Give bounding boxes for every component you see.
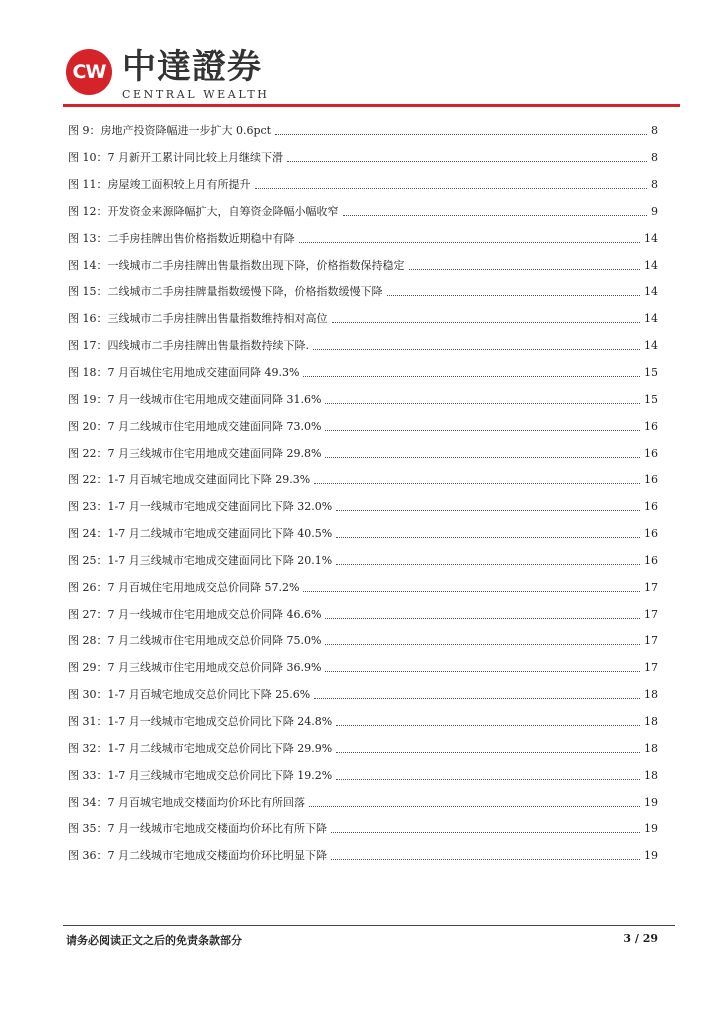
toc-leader-dots [325,643,640,645]
toc-entry-label: 图 25：1-7 月三线城市宅地成交建面同比下降 20.1% [68,553,333,567]
toc-entry-page: 14 [644,285,658,299]
brand-name-cn: 中達證券 [122,47,262,87]
toc-entry-page: 18 [644,768,658,782]
toc-leader-dots [325,429,640,431]
central-wealth-logo-icon [66,49,112,95]
toc-entry-label: 图 28：7 月二线城市住宅用地成交总价同降 75.0% [68,634,322,648]
toc-entry[interactable] [68,252,658,279]
toc-leader-dots [331,858,640,860]
toc-entry-label: 图 32：1-7 月二线城市宅地成交总价同比下降 29.9% [68,741,333,755]
toc-entry[interactable] [68,735,658,762]
toc-entry[interactable] [68,145,658,172]
toc-entry[interactable] [68,413,658,440]
toc-entry[interactable] [68,682,658,709]
toc-entry-label: 图 29：7 月三线城市住宅用地成交总价同降 36.9% [68,661,322,675]
toc-entry-page: 16 [644,446,658,460]
figure-list [68,118,658,870]
toc-entry-page: 17 [644,634,658,648]
toc-leader-dots [325,670,640,672]
disclaimer-note: 请务必阅读正文之后的免责条款部分 [66,934,242,947]
toc-leader-dots [336,536,640,538]
toc-entry-page: 17 [644,607,658,621]
toc-entry-label: 图 23：1-7 月一线城市宅地成交建面同比下降 32.0% [68,500,333,514]
toc-leader-dots [343,214,648,216]
toc-entry[interactable] [68,386,658,413]
toc-leader-dots [255,187,648,189]
toc-entry-page: 15 [644,392,658,406]
toc-entry-label: 图 22：7 月三线城市住宅用地成交建面同降 29.8% [68,446,322,460]
toc-entry-page: 16 [644,419,658,433]
toc-entry[interactable] [68,548,658,575]
toc-entry-page: 16 [644,500,658,514]
footer-divider [63,925,675,926]
toc-entry[interactable] [68,762,658,789]
toc-entry-label: 图 26：7 月百城住宅用地成交总价同降 57.2% [68,580,300,594]
toc-entry-label: 图 31：1-7 月一线城市宅地成交总价同比下降 24.8% [68,714,333,728]
toc-leader-dots [309,805,640,807]
logo-mark: CW [72,61,106,83]
toc-entry[interactable] [68,172,658,199]
toc-entry-label: 图 14：一线城市二手房挂牌出售量指数出现下降，价格指数保持稳定 [68,258,405,272]
toc-entry-label: 图 18：7 月百城住宅用地成交建面同降 49.3% [68,366,300,380]
toc-leader-dots [287,160,647,162]
toc-leader-dots [314,697,640,699]
toc-leader-dots [303,375,640,377]
toc-entry-label: 图 30：1-7 月百城宅地成交总价同比下降 25.6% [68,688,311,702]
toc-entry-label: 图 22：1-7 月百城宅地成交建面同比下降 29.3% [68,473,311,487]
toc-entry-page: 17 [644,661,658,675]
toc-entry[interactable] [68,118,658,145]
toc-entry-label: 图 19：7 月一线城市住宅用地成交建面同降 31.6% [68,392,322,406]
toc-leader-dots [336,509,640,511]
toc-entry-page: 16 [644,473,658,487]
toc-entry[interactable] [68,709,658,736]
toc-entry-page: 19 [644,795,658,809]
toc-leader-dots [325,456,640,458]
toc-entry-label: 图 10：7 月新开工累计同比较上月继续下滑 [68,151,283,165]
toc-entry-page: 16 [644,527,658,541]
toc-leader-dots [409,268,641,270]
toc-entry[interactable] [68,789,658,816]
toc-entry[interactable] [68,440,658,467]
toc-entry[interactable] [68,306,658,333]
toc-entry-page: 14 [644,231,658,245]
toc-entry[interactable] [68,601,658,628]
toc-leader-dots [313,348,640,350]
toc-entry[interactable] [68,199,658,226]
toc-entry-label: 图 11：房屋竣工面积较上月有所提升 [68,178,251,192]
toc-entry[interactable] [68,333,658,360]
toc-entry-label: 图 33：1-7 月三线城市宅地成交总价同比下降 19.2% [68,768,333,782]
toc-entry-label: 图 9：房地产投资降幅进一步扩大 0.6pct [68,124,272,138]
toc-entry[interactable] [68,467,658,494]
toc-entry-page: 18 [644,741,658,755]
toc-entry[interactable] [68,225,658,252]
toc-entry-page: 19 [644,822,658,836]
toc-entry-page: 19 [644,849,658,863]
toc-entry-label: 图 20：7 月二线城市住宅用地成交建面同降 73.0% [68,419,322,433]
toc-leader-dots [303,590,640,592]
toc-entry[interactable] [68,816,658,843]
toc-entry[interactable] [68,521,658,548]
toc-entry-page: 17 [644,580,658,594]
toc-leader-dots [299,241,641,243]
toc-entry-label: 图 17：四线城市二手房挂牌出售量指数持续下降. [68,339,309,353]
page-number: 3 / 29 [623,932,658,945]
toc-leader-dots [336,563,640,565]
toc-leader-dots [275,133,647,135]
toc-leader-dots [325,617,640,619]
toc-entry[interactable] [68,843,658,870]
toc-entry-page: 8 [651,151,658,165]
toc-leader-dots [325,402,640,404]
toc-leader-dots [336,778,640,780]
toc-entry-page: 18 [644,688,658,702]
toc-entry-label: 图 34：7 月百城宅地成交楼面均价环比有所回落 [68,795,305,809]
toc-entry-label: 图 16：三线城市二手房挂牌出售量指数维持相对高位 [68,312,328,326]
toc-entry-label: 图 13：二手房挂牌出售价格指数近期稳中有降 [68,231,295,245]
toc-entry-label: 图 35：7 月一线城市宅地成交楼面均价环比有所下降 [68,822,327,836]
toc-entry-label: 图 27：7 月一线城市住宅用地成交总价同降 46.6% [68,607,322,621]
toc-entry-label: 图 36：7 月二线城市宅地成交楼面均价环比明显下降 [68,849,327,863]
page-header [0,0,724,110]
header-divider [63,104,680,107]
toc-entry[interactable] [68,279,658,306]
toc-entry[interactable] [68,360,658,387]
toc-entry-page: 8 [651,178,658,192]
toc-entry[interactable] [68,628,658,655]
toc-entry[interactable] [68,574,658,601]
toc-entry-page: 16 [644,553,658,567]
brand-name-en: CENTRAL WEALTH [122,88,270,101]
toc-entry-label: 图 12：开发资金来源降幅扩大，自筹资金降幅小幅收窄 [68,204,339,218]
toc-entry-page: 14 [644,258,658,272]
toc-entry-label: 图 15：二线城市二手房挂牌量指数缓慢下降，价格指数缓慢下降 [68,285,383,299]
toc-entry-page: 18 [644,714,658,728]
toc-leader-dots [387,294,641,296]
toc-leader-dots [336,724,640,726]
toc-leader-dots [332,321,641,323]
toc-leader-dots [336,751,640,753]
toc-entry-page: 8 [651,124,658,138]
toc-entry[interactable] [68,494,658,521]
toc-entry-page: 15 [644,366,658,380]
toc-leader-dots [331,831,640,833]
toc-entry-page: 14 [644,339,658,353]
toc-entry-page: 9 [651,204,658,218]
toc-entry[interactable] [68,655,658,682]
toc-leader-dots [314,482,640,484]
toc-entry-page: 14 [644,312,658,326]
toc-entry-label: 图 24：1-7 月二线城市宅地成交建面同比下降 40.5% [68,527,333,541]
